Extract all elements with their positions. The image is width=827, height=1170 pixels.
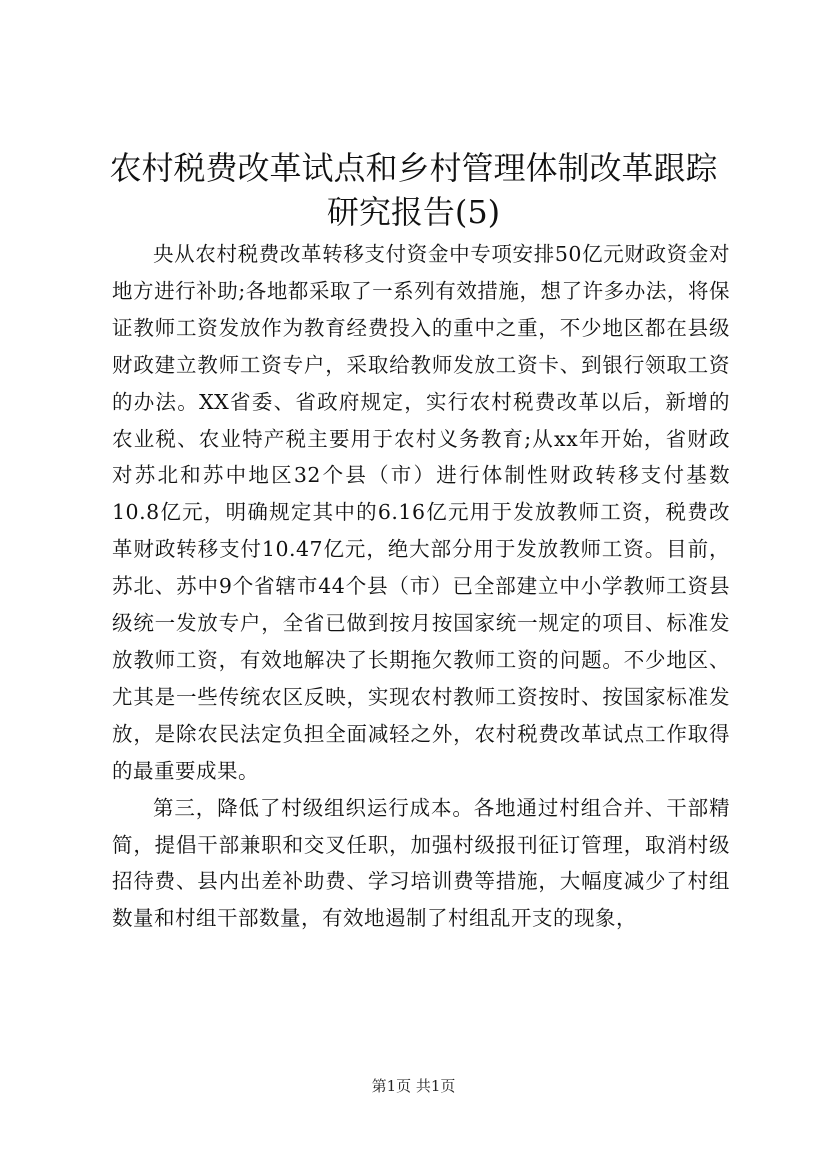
paragraph-2: 第三，降低了村级组织运行成本。各地通过村组合并、干部精简，提倡干部兼职和交叉任职，加强村级报刊征订管理，取消村级招待费、县内出差补助费、学习培训费等措施，大幅度减少了村组数量和村组干部数量，有效地遏制了村组乱开支的现象， bbox=[112, 795, 730, 931]
paragraph-1: 央从农村税费改革转移支付资金中专项安排50亿元财政资金对地方进行补助;各地都采取了一系列有效措施，想了许多办法，将保证教师工资发放作为教育经费投入的重中之重，不少地区都在县级财政建立教师工资专户，采取给教师发放工资卡、到银行领取工资的办法。XX省委、省政府规定，实行农村税费改革以后，新增的农业税、农业特产税主要用于农村义务教育;从xx年开始，省财政对苏北和苏中地区32个县（市）进行体制性财政转移支付基数10.8亿元，明确规定其中的6.16亿元用于发放教师工资，税费改革财政转移支付10.47亿元，绝大部分用于发放教师工资。目前，苏北、苏中9个省辖市44个县（市）已全部建立中小学教师工资县级统一发放专户，全省已做到按月按国家统一规定的项目、标准发放教师工资，有效地解决了长期拖欠教师工资的问题。不少地区、尤其是一些传统农区反映，实现农村教师工资按时、按国家标准发放，是除农民法定负担全面减轻之外，农村税费改革试点工作取得的最重要成果。 bbox=[112, 242, 730, 783]
document-body bbox=[112, 236, 730, 937]
page-number-footer: 第1页 共1页 bbox=[371, 1077, 456, 1095]
document-title: 农村税费改革试点和乡村管理体制改革跟踪研究报告(5) bbox=[109, 149, 718, 231]
